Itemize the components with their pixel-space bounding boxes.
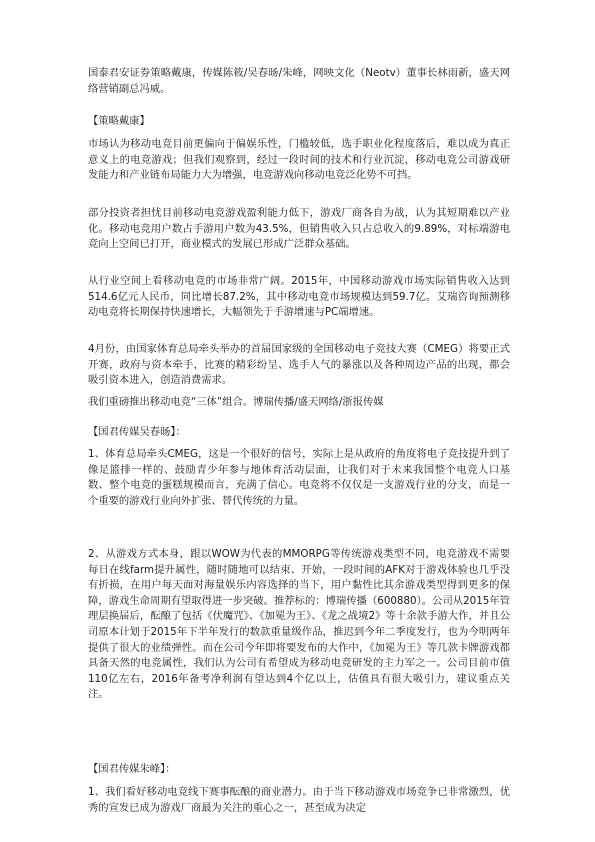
zhu-paragraph-1: 1、我们看好移动电竞线下赛事酝酿的商业潜力。由于当下移动游戏市场竞争已非常激烈，优秀的宣发已成为游戏厂商最为关注的重心之一，甚至成为决定 <box>88 786 510 814</box>
strategy-paragraph-2: 部分投资者担忧目前移动电竞游戏盈利能力低下，游戏厂商各自为战，认为其短期难以产业化。移动电竞用户数占手游用户数为43.5%，但销售收入只占总收入的9.89%，对标端游电竞向上空间已打开，商业模式的发展已形成广泛群众基础。 <box>88 207 510 251</box>
zhu-heading: 【国君传媒朱峰】： <box>88 763 176 775</box>
strategy-paragraph-4: 4月份，由国家体育总局牵头举办的首届国家级的全国移动电子竞技大赛（CMEG）将要正式开赛，政府与资本牵手，比赛的精彩纷呈、选手人气的暴涨以及各种周边产品的出现，都会吸引资本进入，创造消费需求。 <box>88 343 510 387</box>
strategy-heading: 【策略戴康】 <box>88 115 150 127</box>
wu-heading: 【国君传媒吴春旸】： <box>88 426 186 438</box>
strategy-paragraph-5: 我们重磅推出移动电竞“三体”组合。博瑞传播/盛天网络/浙报传媒 <box>88 396 384 408</box>
strategy-paragraph-3: 从行业空间上看移动电竞的市场非常广阔。2015年，中国移动游戏市场实际销售收入达到514.6亿元人民币，同比增长87.2%，其中移动电竞市场规模达到59.7亿。艾瑞咨询预测移动电竞将长期保持快速增长，大幅领先于手游增速与PC端增速。 <box>88 275 510 319</box>
intro-paragraph: 国泰君安证券策略戴康，传媒陈筱/吴春旸/朱峰，网映文化（Neotv）董事长林雨新，盛天网络营销副总冯威。 <box>88 67 510 95</box>
wu-paragraph-1: 1、体育总局牵头CMEG，这是一个很好的信号，实际上是从政府的角度将电子竞技提升到了像足篮排一样的、鼓励青少年参与地体育活动层面，让我们对于未来我国整个电竞人口基数、整个电竞的蛋糕规模而言，充满了信心。电竞将不仅仅是一支游戏行业的分支，而是一个重要的游戏行业向外扩张、替代传统的力量。 <box>88 448 510 507</box>
strategy-paragraph-1: 市场认为移动电竞目前更偏向于偏娱乐性，门槛较低，选手职业化程度落后，难以成为真正意义上的电竞游戏；但我们观察到，经过一段时间的技术和行业沉淀，移动电竞公司游戏研发能力和产业链布局能力大为增强，电竞游戏向移动电竞泛化势不可挡。 <box>88 138 510 182</box>
wu-paragraph-2: 2、从游戏方式本身，跟以WOW为代表的MMORPG等传统游戏类型不同，电竞游戏不需要每日在线farm提升属性，随时随地可以结束、开始，一段时间的AFK对于游戏体验也几乎没有折损，在用户每天面对海量娱乐内容选择的当下，用户黏性比其余游戏类型得到更多的保障，游戏生命周期有望取得进一步突破。推荐标的：博瑞传播（600880）。公司从2015年管理层换届后，酝酿了包括《伏魔咒》、《加冕为王》、《龙之战境2》等十余款手游大作，并且公司原本计划于2015年下半年发行的数款重量级作品，推迟到今年二季度发行，也为今明两年提供了很大的业绩弹性。而在公司今年即将要发布的大作中，《加冕为王》等几款卡牌游戏都具备天然的电竞属性，我们认为公司有希望成为移动电竞研发的主力军之一。公司目前市值110亿左右，2016年备考净利润有望达到4个亿以上，估值具有很大吸引力，建议重点关注。 <box>88 548 510 701</box>
